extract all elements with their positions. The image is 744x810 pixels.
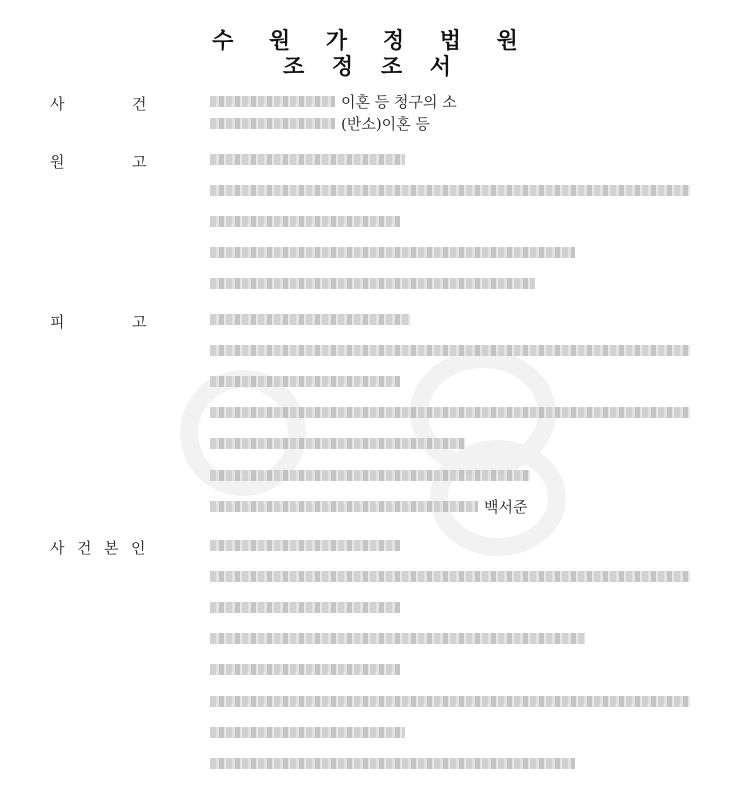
redacted-text (210, 758, 575, 769)
redacted-text (210, 571, 690, 582)
redacted-text (210, 470, 530, 481)
section-label-char: 고 (132, 153, 147, 171)
section-label-char: 인 (131, 539, 146, 557)
section-label-char: 건 (77, 539, 92, 557)
section-line (210, 149, 411, 169)
section-line (210, 496, 527, 516)
redacted-text (210, 664, 400, 675)
redacted-text (210, 185, 690, 196)
redacted-text (210, 501, 478, 512)
redacted-text (210, 602, 400, 613)
redacted-text (210, 438, 465, 449)
redacted-text (210, 278, 535, 289)
section-label-char: 본 (104, 539, 119, 557)
section-line (210, 180, 696, 200)
section-label (50, 311, 152, 332)
section-line (210, 691, 696, 711)
section-line (210, 274, 541, 294)
section-label-char: 원 (50, 153, 65, 171)
section-line (210, 597, 406, 617)
redacted-text (210, 540, 400, 551)
line-text: (반소)이혼 등 (341, 114, 430, 133)
section-line (210, 660, 406, 680)
section-label (50, 151, 152, 172)
section-line (210, 434, 471, 454)
section-label-char: 건 (132, 95, 147, 113)
section-line (210, 113, 430, 133)
section-line (210, 91, 457, 111)
section-line (210, 629, 591, 649)
section-line (210, 309, 416, 329)
section-line (210, 243, 581, 263)
section-line (210, 566, 696, 586)
section-line (210, 535, 406, 555)
section-label-char: 고 (132, 313, 147, 331)
section-label-char: 피 (50, 313, 65, 331)
redacted-text (210, 376, 400, 387)
redacted-text (210, 154, 405, 165)
redacted-text (210, 118, 335, 129)
section-line (210, 753, 581, 773)
section-label (50, 93, 152, 114)
section-label-char: 사 (50, 95, 65, 113)
section-line (210, 465, 536, 485)
redacted-text (210, 247, 575, 258)
redacted-text (210, 96, 335, 107)
redacted-text (210, 345, 690, 356)
redacted-text (210, 633, 585, 644)
line-text: 백서준 (484, 497, 528, 516)
section-line (210, 403, 696, 423)
line-text: 이혼 등 청구의 소 (341, 92, 457, 111)
redacted-text (210, 216, 400, 227)
court-name: 수 원 가 정 법 원 (212, 29, 532, 54)
section-line (210, 722, 411, 742)
section-label (50, 537, 151, 558)
section-line (210, 371, 406, 391)
document-title: 조 정 조 서 (283, 55, 461, 80)
section-line (210, 340, 696, 360)
section-label-char: 사 (50, 539, 65, 557)
section-line (210, 211, 406, 231)
redacted-text (210, 727, 405, 738)
redacted-text (210, 407, 690, 418)
redacted-text (210, 314, 410, 325)
redacted-text (210, 696, 690, 707)
